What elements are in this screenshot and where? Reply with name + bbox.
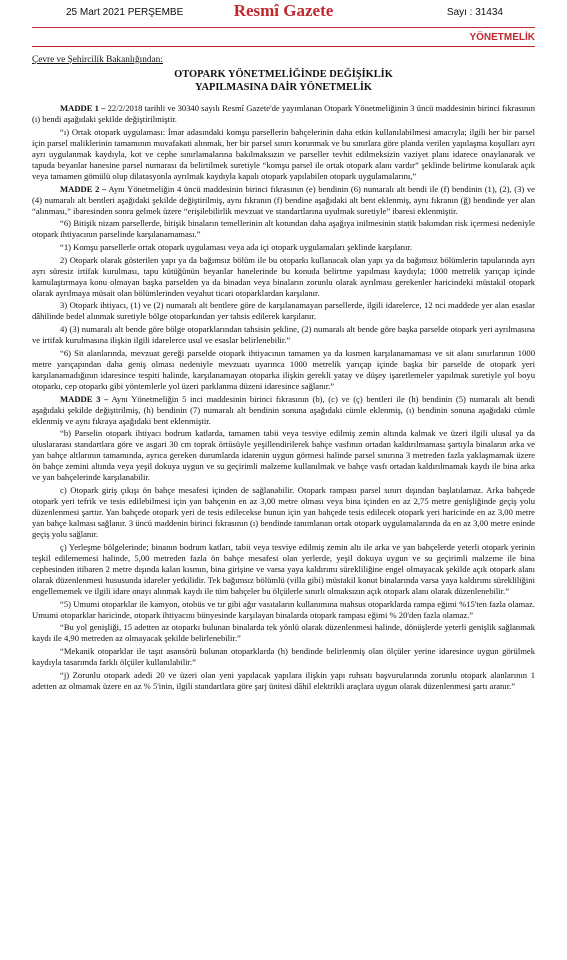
amendment-paragraph bbox=[32, 300, 535, 322]
paragraph-text: Aynı Yönetmeliğin 4 üncü maddesinin birinci fıkrasının (e) bendinin (6) numaralı alt bendi ile (f) bendinin (1), (2), (3) ve (4) numaralı alt bentleri aşağıdaki şekilde değiştirilmiş, aynı fıkranın (f) bendine aşağıdaki alt bent eklenmiş, aynı fıkranın (ğ) bendinde yer alan “alınması,” ibaresinden sonra gelmek üzere “erişilebilirlik mevzuat ve standartlarına uyulmak suretiyle” ibaresi eklenmiştir. bbox=[32, 183, 535, 216]
amendment-paragraph bbox=[32, 127, 535, 182]
paragraph-text: Aynı Yönetmeliğin 5 inci maddesinin birinci fıkrasının (b), (c) ve (ç) bentleri ile (h) bendinin (5) numaralı alt bendi aşağıdaki şekilde değiştirilmiş, (h) bendinin (7) numaralı alt bendinin sonuna aşağıdaki cümle eklenmiş, (ı) bendinin sonuna aşağıdaki cümle eklenmiş ve aynı fıkraya aşağıdaki bent eklenmiştir. bbox=[32, 393, 536, 426]
amendment-paragraph bbox=[32, 485, 535, 540]
section-title: YÖNETMELİK bbox=[469, 32, 535, 43]
paragraph-text: ç) Yerleşme bölgelerinde; binanın bodrum katları, tabii veya tesviye edilmiş zemin altı ile arka ve yan bahçelerde yeterli otopark yerinin teşkil edilememesi halinde, 5,00 metreden fazla ön bahçe mesafesi olan yerlerde, yeşil dokuya uygun ve su geçirimli malzeme ile bina cephesinden itibaren 2 metre dışında kalan kısmın, bina girişine ve varsa yaya kaldırımı sürekliliğine engel olmayacak şekilde açık otopark alanı olarak düzenlenmesi hususunda idareler yetkilidir. Tek bağımsız bölümlü (villa gibi) müstakil konut binalarında varsa yaya kaldırımı sürekliliğini engellememek ve ilgili idare onayı alınmak kaydı ile tüm bahçeler bu ölçülerle sınırlı olmaksızın açık otopark alanı olarak düzenlenebilir.” bbox=[32, 541, 535, 597]
amendment-paragraph bbox=[32, 542, 535, 597]
amendment-paragraph bbox=[32, 428, 535, 483]
section-divider bbox=[32, 46, 535, 47]
article-label: MADDE 1 – bbox=[60, 103, 106, 113]
amendment-paragraph bbox=[32, 242, 535, 253]
regulation-title bbox=[32, 68, 535, 94]
regulation-title-line-1: OTOPARK YÖNETMELİĞİNDE DEĞİŞİKLİK bbox=[174, 69, 393, 80]
amendment-paragraph bbox=[32, 599, 535, 621]
issue-date: 25 Mart 2021 PERŞEMBE bbox=[66, 7, 184, 18]
paragraph-text: 3) Otopark ihtiyacı, (1) ve (2) numaralı alt bentlere göre de karşılanamayan parsellerde, ilgili idarelerce, 12 nci maddede yer alan esaslar dâhilinde bedel alınmak suretiyle bölge otoparkından yer tahsis edilerek karşılanır. bbox=[32, 300, 535, 322]
paragraph-text: “Mekanik otoparklar ile taşıt asansörü bulunan otoparklarda (h) bendinde belirlenmiş olan ölçüler yerine idaresince uygun görülmek kaydıyla tasarımda farklı ölçüler kullanılabilir.” bbox=[32, 646, 535, 668]
paragraph-text: “b) Parselin otopark ihtiyacı bodrum katlarda, tamamen tabii veya tesviye edilmiş zemin altında kalmak ve üzeri ilgili ulusal ya da uluslararası standartlara göre ve asgari 30 cm toprak örtüsüyle yeşillendirilerek bahçe vasfının ortadan kaldırılmaması şartıyla binaların arka ve yan bahçe altlarının tamamında, ayrıca gereken durumlarda idarenin uygun görmesi halinde parsel sınırına 3 metreden fazla yaklaşmamak üzere ön bahçe zemini altında veya yeşil dokuya uygun ve su geçirimli malzeme kullanılmak ve bahçe vasfı ortadan kaldırılmamak kaydı ile bina arka ve yan bahçelerinde karşılanabilir. bbox=[32, 428, 535, 483]
paragraph-text: “5) Umumi otoparklar ile kamyon, otobüs ve tır gibi ağır vasıtaların kullanımına mahsus otoparklarda rampa eğimi %15'ten fazla olamaz. Umumi otoparklar haricinde, otopark ihtiyacını bünyesinde karşılayan binalarda otopark rampası eğimi % 20'den fazla olamaz.” bbox=[32, 598, 535, 620]
amendment-paragraph bbox=[32, 646, 535, 668]
amendment-paragraph bbox=[32, 218, 535, 240]
paragraph-text: “6) Bitişik nizam parsellerde, bitişik binaların temellerinin alt kotundan daha aşağıya inilmesinin statik bakımdan risk içermesi nedeniyle otopark ihtiyacının parselinde karşılanamaması.” bbox=[32, 218, 535, 240]
paragraph-text: 4) (3) numaralı alt bende göre bölge otoparklarından tahsisin şekline, (2) numaralı alt bende göre başka parselde otopark yeri ayrılmasına ve irtifak kurulmasına ilişkin ilgili idarelerce usul ve esaslar belirlenebilir.” bbox=[32, 324, 535, 346]
amendment-paragraph bbox=[32, 348, 535, 392]
article-paragraph bbox=[32, 394, 535, 427]
article-label: MADDE 3 – bbox=[60, 393, 109, 404]
regulation-body bbox=[32, 103, 535, 692]
paragraph-text: “ı) Ortak otopark uygulaması: İmar adasındaki komşu parsellerin bahçelerinin daha etkin kullanılabilmesi amacıyla; ilgili her bir parsel için parsel maliklerinin tamamının muvafakati alınmak, her bir parsel sınırı korunmak ve bu sınırlara göre planda verilen yapılaşma koşulları ayrı ayrı uygulanmak kaydıyla, kot ve cephe sınırlamalarına bakılmaksızın ve parseller tevhit edilmeksizin vaziyet planı idarece onaylanarak ve tapuda beyanlar hanesine parsel numarası da belirtilmek suretiyle “komşu parsel ile ortak otopark alanı vardır” şeklinde belirtme konularak açık veya tamamen gömülü olup dilatasyonla ayrılmak kaydıyla kapalı otopark yapılabilen otopark uygulamalarını,” bbox=[32, 126, 535, 181]
amendment-paragraph bbox=[32, 670, 535, 692]
paragraph-text: “1) Komşu parsellerle ortak otopark uygulaması veya ada içi otopark uygulamaları şeklinde karşılanır. bbox=[60, 241, 412, 252]
article-paragraph bbox=[32, 184, 535, 217]
ministry-name: Çevre ve Şehircilik Bakanlığından: bbox=[32, 55, 163, 65]
amendment-paragraph bbox=[32, 255, 535, 299]
amendment-paragraph bbox=[32, 622, 535, 644]
regulation-title-line-2: YAPILMASINA DAİR YÖNETMELİK bbox=[194, 82, 373, 93]
paragraph-text: c) Otopark giriş çıkışı ön bahçe mesafesi içinden de sağlanabilir. Otopark rampası parsel sınırı dışından başlatılamaz. Arka bahçede otopark yeri tefrik ve tesis edilebilmesi için yan bahçenin en az 3,00 metre olması veya bina içinden en az 2,75 metre genişliğinde geçiş yolu düzenlenmesi şarttır. Yan bahçede otopark yeri de tesis edilecekse bunun için yan bahçede tesis edilecek otopark yeri haricinde en az 3,00 metre yan bahçe kalması sağlanır. 3 üncü maddenin birinci fıkrasının (ı) bendinde tanımlanan ortak otopark uygulamalarında da en az 3,00 metre eninde geçiş yolu sağlanır. bbox=[32, 485, 535, 540]
gazette-name: Resmî Gazete bbox=[233, 1, 334, 20]
paragraph-text: “Bu yol genişliği, 15 adetten az otoparkı bulunan binalarda tek yönlü olarak düzenlenmesi halinde, dönüşlerde yeterli genişlik sağlanmak kaydı ile 4,90 metreden az olmayacak şekilde belirlenebilir.” bbox=[32, 622, 535, 644]
paragraph-text: 2) Otopark olarak gösterilen yapı ya da bağımsız bölüm ile bu otoparkı kullanacak olan yapı ya da bağımsız bölümlerin tapularında ayrı ayrı süresiz irtifak kurulması, tapu kütüğünün beyanlar hanelerinde bu konuda belirtme yapılması kaydıyla; 1000 metrelik yarıçap içinde kamulaştırmaya konu olmayan başka parselden ya da binadan veya binaların zorunlu olarak ayrılması gerekenler haricindeki müstakil otopark olarak ayrılmaya müsait olan bölümlerinden veyahut ticari otoparklardan karşılanır. bbox=[32, 254, 535, 298]
issue-number: Sayı : 31434 bbox=[446, 7, 503, 18]
article-paragraph bbox=[32, 103, 535, 125]
paragraph-text: “j) Zorunlu otopark adedi 20 ve üzeri olan yeni yapılacak yapılara ilişkin yapı ruhsatı başvurularında zorunlu otopark alanlarının 1 adetten az olmamak üzere en az % 5'inin, ilgili standartlara göre şarj ünitesi dâhil elektrikli araçlara uygun olarak düzenlenmesi şartı aranır.” bbox=[32, 669, 535, 691]
amendment-paragraph bbox=[32, 324, 535, 346]
article-label: MADDE 2 – bbox=[60, 183, 107, 194]
paragraph-text: 22/2/2018 tarihli ve 30340 sayılı Resmî Gazete'de yayımlanan Otopark Yönetmeliğinin 3 üncü maddesinin birinci fıkrasının (ı) bendi aşağıdaki şekilde değiştirilmiştir. bbox=[32, 103, 536, 125]
paragraph-text: “6) Sit alanlarında, mevzuat gereği parselde otopark ihtiyacının tamamen ya da kısmen karşılanamaması ve sit alanı sınırlarının 1000 metre yarıçapından daha geniş olması nedeniyle mevzuatı uyarınca 1000 metrelik yarıçap içinde başka bir parselde de otopark yeri karşılanamadığının idaresince tespiti halinde, karşılanamayan otoparka ilişkin gerekli yatay ve düşey işaretlemeler yapılmak suretiyle yol boyu otoparkı, cep otoparkı gibi yöntemlerle yol üzeri parklanma düzeni idaresince sağlanır.” bbox=[32, 347, 535, 391]
masthead bbox=[32, 0, 535, 27]
